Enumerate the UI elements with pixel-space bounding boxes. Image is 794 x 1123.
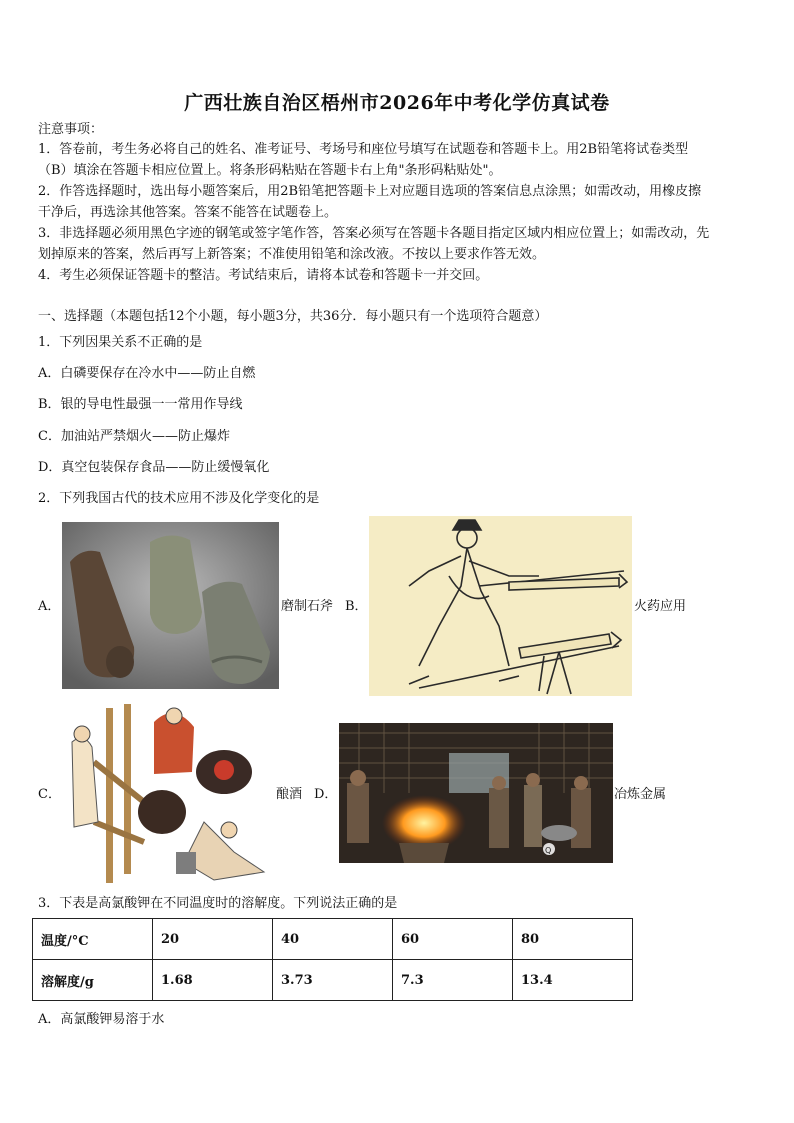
q3-option-a: A．高氯酸钾易溶于水 — [38, 1012, 165, 1027]
table-cell: 60 — [393, 919, 513, 960]
question-1-stem: 1．下列因果关系不正确的是 — [38, 335, 203, 350]
section-heading: 一、选择题（本题包括12个小题，每小题3分，共36分．每小题只有一个选项符合题意） — [38, 309, 548, 324]
q1-option-a: A．白磷要保存在冷水中——防止自燃 — [38, 366, 256, 381]
q2-option-d-letter: D． — [314, 787, 338, 802]
table-row — [33, 919, 633, 960]
q1-option-c: C．加油站严禁烟火——防止爆炸 — [38, 429, 230, 444]
q2-option-a-caption: 磨制石斧 — [281, 599, 334, 614]
q2-option-c-letter: C． — [38, 787, 61, 802]
q2-option-b-letter: B． — [345, 599, 368, 614]
notes-line: 3．非选择题必须用黑色字迹的钢笔或签字笔作答，答案必须写在答题卡各题目指定区域内相应位置上；如需改动，先 — [38, 226, 710, 241]
table-cell: 13.4 — [513, 960, 633, 1001]
q2-option-d-caption: 冶炼金属 — [614, 787, 667, 802]
table-cell: 温度/°C — [33, 919, 153, 960]
notes-line: （B）填涂在答题卡相应位置上。将条形码粘贴在答题卡右上角"条形码粘贴处"。 — [38, 163, 502, 178]
notes-line: 1．答卷前，考生务必将自己的姓名、准考证号、考场号和座位号填写在试题卷和答题卡上。用2B铅笔将试卷类型 — [38, 142, 689, 157]
q2-option-c-caption: 酿酒 — [276, 787, 303, 802]
q2-option-a-letter: A． — [38, 599, 61, 614]
gunpowder-illustration — [369, 516, 632, 696]
page-title: 广西壮族自治区梧州市2026年中考化学仿真试卷 — [184, 92, 610, 114]
notes-line: 干净后，再选涂其他答案。答案不能答在试题卷上。 — [38, 205, 338, 220]
q1-option-d: D．真空包装保存食品——防止缓慢氧化 — [38, 460, 270, 475]
table-cell: 80 — [513, 919, 633, 960]
notes-heading: 注意事项： — [38, 122, 104, 137]
stone-axes-image — [62, 522, 279, 689]
watermark-logo: Q — [545, 846, 552, 855]
table-cell: 20 — [153, 919, 273, 960]
question-3-stem: 3．下表是高氯酸钾在不同温度时的溶解度。下列说法正确的是 — [38, 896, 398, 911]
notes-line: 划掉原来的答案，然后再写上新答案；不准使用铅笔和涂改液。不按以上要求作答无效。 — [38, 247, 546, 262]
q2-option-b-caption: 火药应用 — [634, 599, 687, 614]
table-cell: 溶解度/g — [33, 960, 153, 1001]
table-cell: 3.73 — [273, 960, 393, 1001]
wine-brewing-illustration — [64, 702, 274, 885]
table-cell: 40 — [273, 919, 393, 960]
notes-line: 4．考生必须保证答题卡的整洁。考试结束后，请将本试卷和答题卡一并交回。 — [38, 268, 489, 283]
solubility-table — [32, 918, 633, 1001]
q1-option-b: B．银的导电性最强一一常用作导线 — [38, 397, 243, 412]
table-row — [33, 960, 633, 1001]
table-cell: 1.68 — [153, 960, 273, 1001]
table-cell: 7.3 — [393, 960, 513, 1001]
question-2-stem: 2．下列我国古代的技术应用不涉及化学变化的是 — [38, 491, 320, 506]
metal-smelting-photo — [339, 723, 613, 863]
notes-line: 2．作答选择题时，选出每小题答案后，用2B铅笔把答题卡上对应题目选项的答案信息点涂黑；如需改动，用橡皮擦 — [38, 184, 702, 199]
